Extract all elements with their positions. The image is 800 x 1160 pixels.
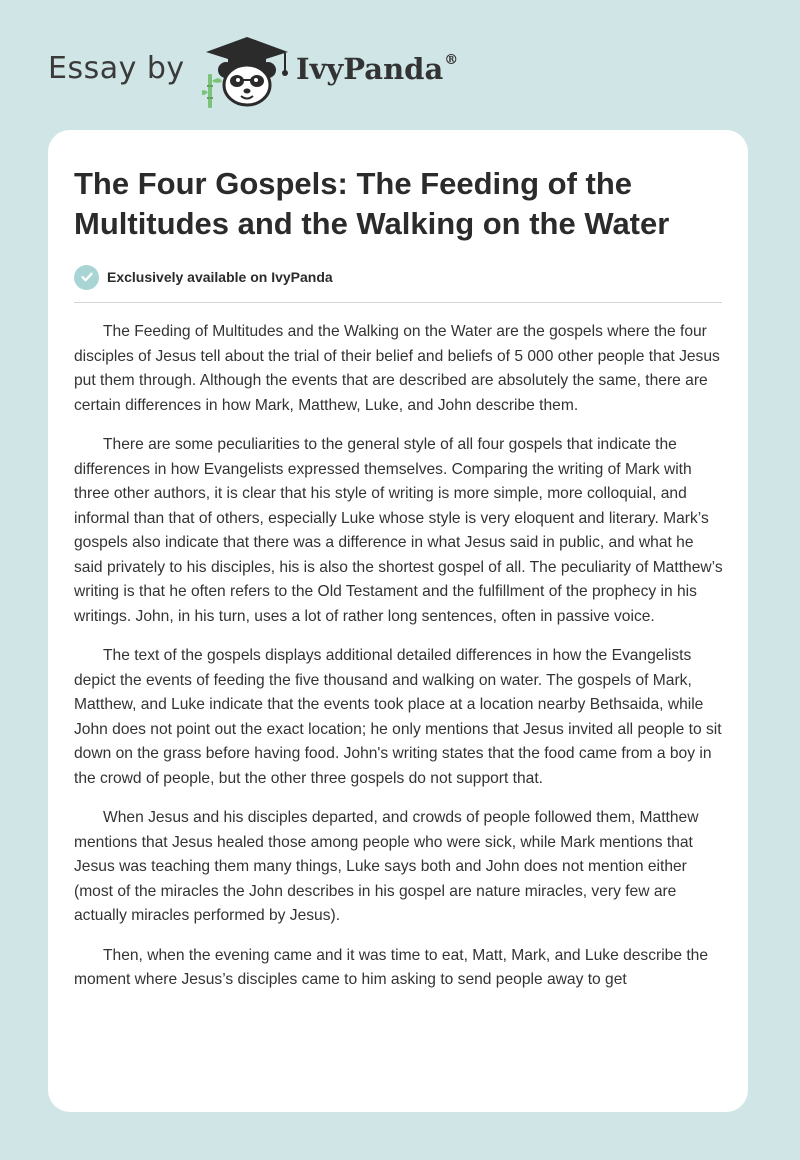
- exclusive-badge-label: Exclusively available on IvyPanda: [107, 269, 333, 285]
- paragraph: There are some peculiarities to the general style of all four gospels that indicate the differences in how Evangelists expressed themselves. Comparing the writing of Mark with three other authors, it is clear that his style of writing is more simple, more colloquial, and informal than that of others, especially Luke whose style is very eloquent and literary. Mark’s gospels also indicate that there was a difference in what Jesus said in public, and what he said privately to his disciples, his is also the shortest gospel of all. The peculiarity of Matthew’s writing is that he often refers to the Old Testament and the fulfillment of the prophecy in his writings. John, in his turn, uses a lot of rather long sentences, often in passive voice.: [74, 436, 723, 625]
- check-icon: [74, 265, 99, 290]
- paragraph: Then, when the evening came and it was time to eat, Matt, Mark, and Luke describe the moment where Jesus’s disciples came to him asking to send people away to get: [74, 946, 709, 988]
- exclusive-badge: [74, 264, 333, 290]
- essay-by-label: Essay by: [48, 51, 185, 86]
- paragraph: The Feeding of Multitudes and the Walking on the Water are the gospels where the four disciples of Jesus tell about the trial of their belief and beliefs of 5 000 other people that Jesus put them through. Although the events that are described are absolutely the same, there are certain differences in how Mark, Matthew, Luke, and John describe them.: [74, 323, 720, 414]
- paragraph: The text of the gospels displays additional detailed differences in how the Evangelists depict the events of feeding the five thousand and walking on water. The gospels of Mark, Matthew, and Luke indicate that the events took place at a location nearby Bethsaida, while John does not point out the exact location; he only mentions that Jesus invited all people to sit down on the grass before having food. John's writing states that the food came from a boy in the crowd of people, but the other three gospels do not support that.: [74, 647, 722, 787]
- site-header: [48, 34, 568, 110]
- essay-card: [48, 130, 748, 1112]
- panda-graduate-icon[interactable]: [202, 34, 292, 110]
- essay-body: [74, 320, 724, 1008]
- title-divider: [74, 302, 722, 303]
- brand-name[interactable]: IvyPanda®: [296, 52, 459, 86]
- paragraph: When Jesus and his disciples departed, and crowds of people followed them, Matthew mentions that Jesus healed those among people who were sick, while Mark mentions that Jesus was teaching them many things, Luke says both and John does not mention either (most of the miracles the John describes in his gospel are nature miracles, very few are actually miracles performed by Jesus).: [74, 809, 699, 924]
- essay-title: The Four Gospels: The Feeding of the Multitudes and the Walking on the Water: [74, 166, 670, 241]
- registered-mark: ®: [444, 52, 459, 69]
